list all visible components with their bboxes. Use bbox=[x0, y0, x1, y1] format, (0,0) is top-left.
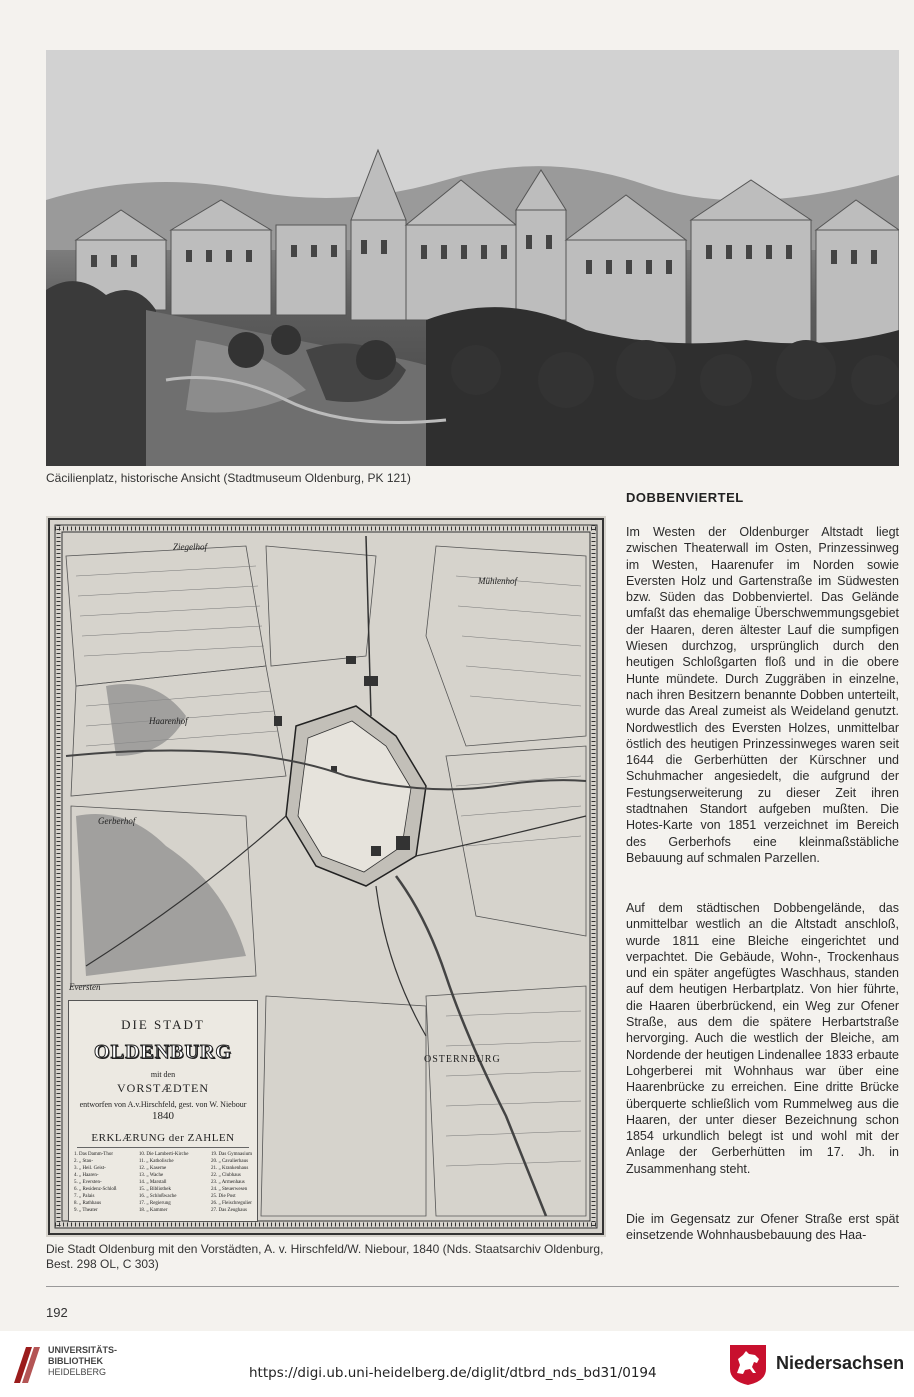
legend-col-2: 10. Die Lamberti-Kirche 11. „ Katholische 12. „ Kaserne 13. „ Wache 14. „ Marstall 15. „ Bibliothek 16. „ Schloßwache 17. „ Regierung 18. „ Kammer bbox=[138, 1152, 189, 1213]
cartouche-authors: entworfen von A.v.Hirschfeld, gest. von W. Niebour bbox=[79, 1100, 247, 1109]
map-label-osternburg: OSTERNBURG bbox=[424, 1054, 501, 1065]
cartouche-title: OLDENBURG bbox=[94, 1041, 232, 1063]
legend-col-1: 1. Das Damm-Thor 2. „ Stau- 3. „ Heil. Geist- 4. „ Haaren- 5. „ Eversten- 6. „ Residenz-Schloß 7. „ Palais 8. „ Rathhaus 9. „ Theater bbox=[74, 1152, 117, 1213]
page-number: 192 bbox=[46, 1305, 68, 1320]
cartouche-line1: DIE STADT bbox=[121, 1017, 205, 1032]
article-heading: DOBBENVIERTEL bbox=[626, 490, 744, 505]
historic-photo-caecilienplatz bbox=[46, 50, 899, 466]
article-paragraph-1: Im Westen der Oldenburger Altstadt liegt zwischen Theaterwall im Osten, Prinzessinweg im Westen, Haarenufer im Norden sowie Eversten Holz und Gartenstraße im Südwesten bzw. Süden das Dobbenviertel. Das Gelände umfaßt das ehemalige Überschwemmungsgebiet der Haaren, deren ältester Lauf die sumpfigen Wiesen durchzog, ursprünglich durch den heutigen Schloßgarten floß und in die obere Hunte mündete. Durch Zuggräben in einzelne, nach ihren Besitzern benannte Dobben unterteilt, wurde das Areal zumeist als Weideland genutzt. Nordwestlich des Eversten Holzes, unmittelbar östlich des heutigen Prinzessinweges waren seit 1644 die Gerberhütten der Kürschner und Schuhmacher angesiedelt, die aufgrund der Festungserweiterung zu dieser Zeit ihren stadtnahen Standort aufgeben mußten. Die Hotes-Karte von 1851 verzeichnet im Bereich des Gerberhofs eine kleinmaßstäbliche Bebauung auf schmalen Parzellen. bbox=[626, 525, 899, 865]
map-caption-line2: Best. 298 OL, C 303) bbox=[46, 1257, 159, 1271]
niedersachsen-label: Niedersachsen bbox=[776, 1353, 905, 1373]
historic-map-oldenburg bbox=[46, 516, 606, 1237]
page-divider bbox=[46, 1286, 899, 1287]
legend-col-3: 19. Das Gymnasium 20. „ Cavalierhaus 21. „ Krankenhaus 22. „ Clubhaus 23. „ Armenhaus 24. „ Steuerwesen 25. Die Post 26. „ Fleischregulier 27. Das Zeughaus bbox=[211, 1152, 252, 1213]
cartouche-vorstaedten: VORSTÆDTEN bbox=[116, 1081, 209, 1095]
map-caption-line1: Die Stadt Oldenburg mit den Vorstädten, A. v. Hirschfeld/W. Niebour, 1840 (Nds. Staatsarchiv Oldenburg, bbox=[46, 1242, 604, 1256]
cartouche-mit-den: mit den bbox=[150, 1070, 176, 1079]
legend-title: ERKLÆRUNG der ZAHLEN bbox=[91, 1132, 235, 1144]
photo-caption: Cäcilienplatz, historische Ansicht (Stadtmuseum Oldenburg, PK 121) bbox=[46, 471, 411, 485]
map-legend bbox=[69, 1151, 257, 1214]
ub-logo-text: UNIVERSITÄTS- BIBLIOTHEK HEIDELBERG bbox=[48, 1345, 118, 1377]
ub-heidelberg-logo-icon bbox=[10, 1343, 44, 1387]
map-label-gerberhof: Gerberhof bbox=[98, 816, 136, 826]
map-label-eversten: Eversten bbox=[69, 982, 101, 992]
map-label-haarenhof: Haarenhof bbox=[149, 716, 188, 726]
niedersachsen-horse-icon bbox=[728, 1343, 768, 1387]
cartouche-year: 1840 bbox=[152, 1110, 174, 1122]
map-label-muehlenhof: Mühlenhof bbox=[478, 576, 517, 586]
article-paragraph-2: Auf dem städtischen Dobbengelände, das unmittelbar westlich an die Altstadt anschloß, wurde 1811 eine Bleiche eingerichtet und verpachtet. Die Gebäude, Wohn-, Trockenhaus und ein später angefügtes Waschhaus, standen auf dem heutigen Herbartplatz. Von hier führte, die Haaren überbrückend, ein Weg zur Ofener Straße, aus dem die spätere Herbartstraße hervorging. Auch die westlich der Bleiche, am Nordende der heutigen Lindenallee 1833 erbaute Lohgerberei mit Wohnhaus war über eine Haarenbrücke zu erreichen. Eine dritte Brücke überquerte schließlich vom Rummelweg aus die Haaren, der unter dieser Bezeichnung schon 1854 urkundlich belegt ist und wohl mit der Anlage der Gerberhütten im 17. Jh. in Zusammenhang steht. bbox=[626, 901, 899, 1176]
footer-bar bbox=[0, 1331, 914, 1397]
map-label-ziegelhof: Ziegelhof bbox=[173, 542, 207, 552]
article-paragraph-3: Die im Gegensatz zur Ofener Straße erst spät einsetzende Wohnhausbebauung des Haa- bbox=[626, 1212, 899, 1243]
source-url[interactable]: https://digi.ub.uni-heidelberg.de/diglit/dtbrd_nds_bd31/0194 bbox=[249, 1365, 657, 1381]
map-cartouche bbox=[68, 1000, 258, 1222]
